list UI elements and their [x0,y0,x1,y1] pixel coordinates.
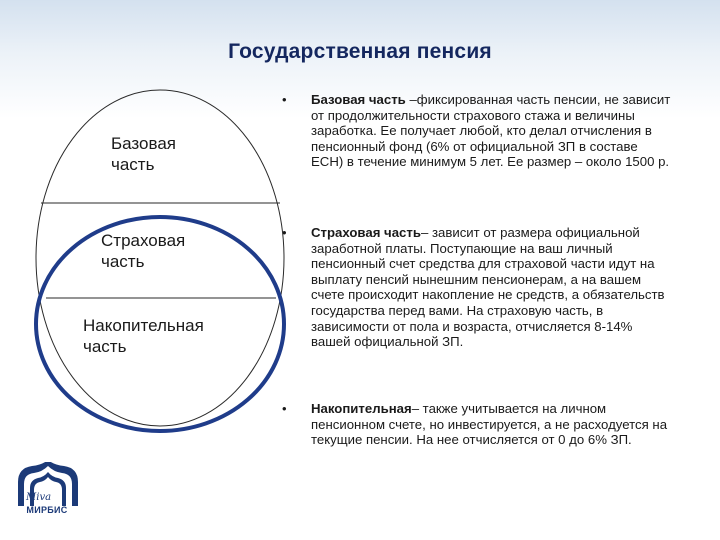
layer-label-insurance-line2: часть [101,252,145,271]
logo-script-text: Мiva [26,492,52,503]
logo-name: МИРБИС [26,505,68,515]
bullet-marker: • [282,225,287,240]
layer-label-base [111,133,176,175]
bullet-term: Страховая часть [311,225,421,240]
bullet-body: –фиксированная часть пенсии, не зависит от продолжительности страхового стажа и величины заработка. Ее получает любой, кто делал отчисления в пенсионный фонд (6% от официальной ЗП в составе ЕСН) в течение минимум 5 лет. Ее размер – около 1500 р. [311,92,671,170]
bullet-text [311,92,673,170]
layer-label-insurance [101,230,185,272]
bullet-body: – также учитывается на личном пенсионном счете, но инвестируется, а не расходуется на текущие пенсии. На нее отчисляется от 0 до 6% ЗП. [311,401,668,448]
layer-label-base-line2: часть [111,155,155,174]
bullet-marker: • [282,92,287,107]
layer-label-funded-line2: часть [83,337,127,356]
bullet-text [311,225,673,350]
layer-label-base-line1: Базовая [111,134,176,153]
slide-title: Государственная пенсия [228,40,492,63]
bullet-body: – зависит от размера официальной заработной платы. Поступающие на ваш личный пенсионный счет средства для страховой части идут на выплату пенсий нынешним пенсионерам, а на вашем счете происходит накопление не средств, а обязательств государства перед вами. На страховую часть, в зависимости от пола и возраста, отчисляется 8-14% вашей официальной ЗП. [311,225,665,350]
layer-label-funded-line1: Накопительная [83,316,204,335]
bullet-term: Базовая часть [311,92,406,107]
layer-label-insurance-line1: Страховая [101,231,186,250]
bullet-marker: • [282,401,287,416]
bullet-text [311,401,673,448]
bullet-term: Накопительная [311,401,412,416]
layer-label-funded [83,315,204,357]
